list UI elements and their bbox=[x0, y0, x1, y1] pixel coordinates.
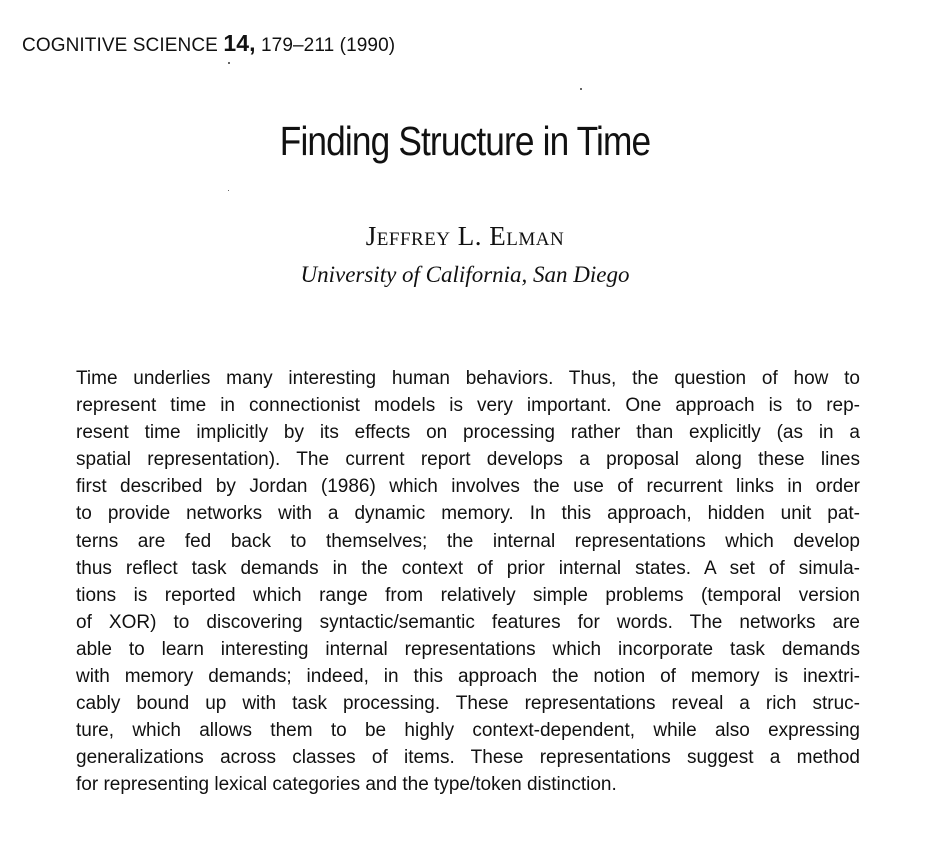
journal-name: COGNITIVE SCIENCE bbox=[22, 35, 218, 56]
abstract-line: spatial representation). The current report develops a proposal along these lines bbox=[76, 449, 860, 471]
abstract-line: to provide networks with a dynamic memory. In this approach, hidden unit pat- bbox=[76, 503, 860, 525]
abstract-line: Time underlies many interesting human behaviors. Thus, the question of how to bbox=[76, 368, 860, 389]
abstract-line: generalizations across classes of items. These representations suggest a method bbox=[76, 747, 860, 769]
scan-speck bbox=[580, 88, 582, 90]
abstract-line: of XOR) to discovering syntactic/semantic features for words. The networks are bbox=[76, 611, 860, 633]
author-name: Jeffrey L. Elman bbox=[365, 221, 565, 251]
abstract-line: ture, which allows them to be highly context-dependent, while also expressing bbox=[76, 720, 860, 742]
journal-header bbox=[22, 30, 395, 57]
journal-volume: 14, bbox=[223, 30, 256, 56]
scan-speck bbox=[228, 62, 230, 64]
abstract-line: terns are fed back to themselves; the internal representations which develop bbox=[76, 530, 860, 552]
abstract-line: resent time implicitly by its effects on processing rather than explicitly (as in a bbox=[76, 422, 860, 444]
abstract-line: with memory demands; indeed, in this approach the notion of memory is inextri- bbox=[76, 666, 860, 688]
abstract-line: for representing lexical categories and the type/token distinction. bbox=[76, 774, 617, 796]
abstract-line: able to learn interesting internal representations which incorporate task demands bbox=[76, 638, 860, 660]
scan-speck bbox=[228, 190, 229, 191]
abstract-line: tions is reported which range from relatively simple problems (temporal version bbox=[76, 584, 860, 606]
abstract-line: thus reflect task demands in the context of prior internal states. A set of simula- bbox=[76, 557, 860, 579]
abstract-line: represent time in connectionist models is very important. One approach is to rep- bbox=[76, 395, 860, 417]
journal-pages-year: 179–211 (1990) bbox=[261, 35, 396, 56]
paper-title: Finding Structure in Time bbox=[279, 118, 651, 164]
abstract-line: cably bound up with task processing. These representations reveal a rich struc- bbox=[76, 693, 860, 715]
abstract-line: first described by Jordan (1986) which involves the use of recurrent links in order bbox=[76, 476, 860, 498]
author-affiliation: University of California, San Diego bbox=[300, 262, 630, 287]
abstract bbox=[76, 365, 860, 799]
